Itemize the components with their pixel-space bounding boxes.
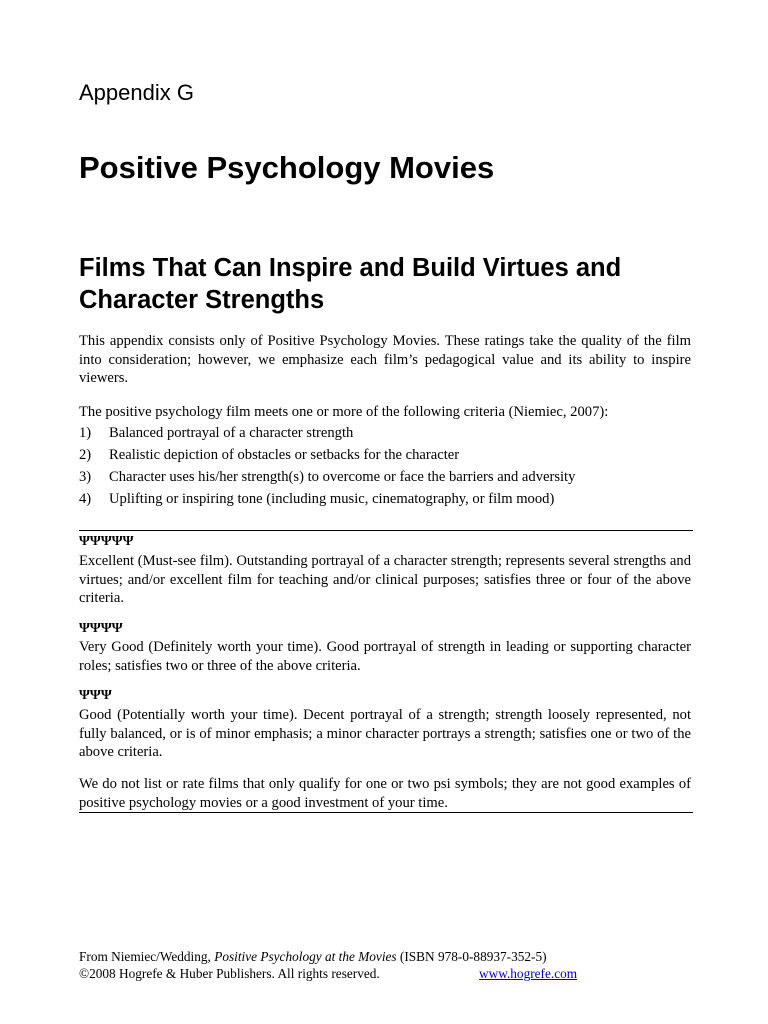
divider-bottom: [79, 812, 693, 813]
closing-paragraph: We do not list or rate films that only qualify for one or two psi symbols; they are not good examples of positive psychology movies or a good investment of your time.: [79, 776, 691, 811]
footer-citation: [79, 948, 699, 965]
appendix-label: Appendix G: [79, 80, 194, 105]
criteria-number: 4): [79, 491, 92, 507]
page-footer: [79, 948, 699, 982]
page-title: Positive Psychology Movies: [79, 150, 495, 185]
criteria-list: [79, 424, 691, 512]
page-subtitle: Films That Can Inspire and Build Virtues and Character Strengths: [79, 254, 622, 314]
list-item: [79, 446, 691, 468]
criteria-text: Realistic depiction of obstacles or setbacks for the character: [109, 447, 460, 463]
footer-url-link[interactable]: www.hogrefe.com: [479, 966, 578, 981]
rating-four-psi-symbols: ΨΨΨΨ: [79, 621, 123, 636]
divider-top: [79, 530, 693, 531]
criteria-text: Character uses his/her strength(s) to overcome or face the barriers and adversity: [109, 469, 576, 485]
footer-isbn: (ISBN 978-0-88937-352-5): [396, 949, 547, 964]
rating-three-description: Good (Potentially worth your time). Decent portrayal of a strength; strength loosely represented, not fully balanced, or is of minor emphasis; a minor character portrays a strength; satisfies one or two of the above criteria.: [79, 707, 691, 760]
criteria-number: 2): [79, 447, 92, 463]
rating-four-description: Very Good (Definitely worth your time). Good portrayal of strength in leading or supporting character roles; satisfies two or three of the above criteria.: [79, 639, 691, 674]
criteria-text: Balanced portrayal of a character strength: [109, 425, 354, 441]
criteria-number: 3): [79, 469, 92, 485]
footer-from-prefix: From Niemiec/Wedding,: [79, 949, 215, 964]
criteria-number: 1): [79, 425, 92, 441]
rating-three-psi-symbols: ΨΨΨ: [79, 688, 112, 703]
list-item: [79, 468, 691, 490]
rating-five-psi-symbols: ΨΨΨΨΨ: [79, 534, 134, 549]
rating-five-description: Excellent (Must-see film). Outstanding portrayal of a character strength; represents several strengths and virtues; and/or excellent film for teaching and/or clinical purposes; satisfies three or four of the above criteria.: [79, 553, 691, 606]
intro-paragraph: This appendix consists only of Positive Psychology Movies. These ratings take the quality of the film into consideration; however, we emphasize each film’s pedagogical value and its ability to inspire viewers.: [79, 333, 691, 386]
criteria-text: Uplifting or inspiring tone (including music, cinematography, or film mood): [109, 491, 555, 507]
footer-copyright: ©2008 Hogrefe & Huber Publishers. All rights reserved.: [79, 966, 380, 981]
criteria-intro: The positive psychology film meets one or more of the following criteria (Niemiec, 2007):: [79, 404, 609, 420]
list-item: [79, 424, 691, 446]
list-item: [79, 490, 691, 512]
footer-book-title: Positive Psychology at the Movies: [214, 949, 397, 964]
